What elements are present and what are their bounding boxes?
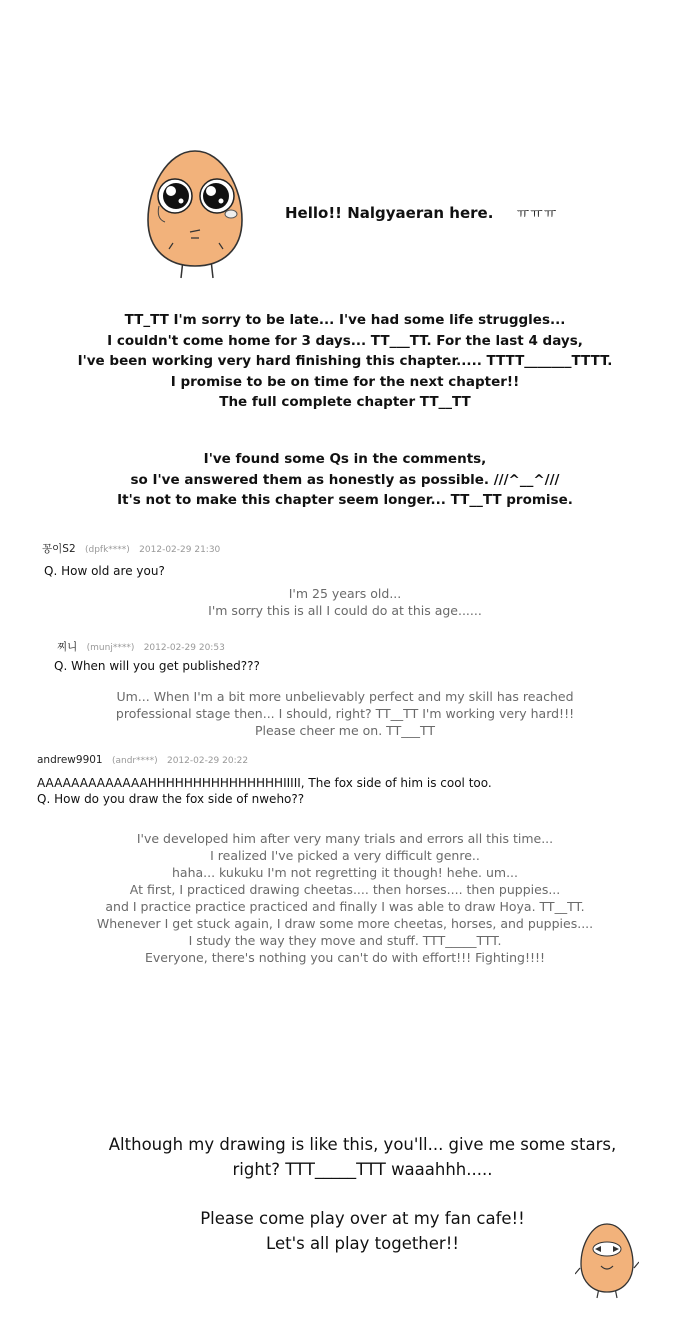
text-line: I couldn't come home for 3 days... TT___TT. For the last 4 days, — [107, 332, 583, 349]
comment-header — [42, 541, 220, 556]
comment-date: 2012-02-29 20:53 — [143, 643, 225, 653]
text-line: Please come play over at my fan cafe!! — [200, 1209, 525, 1228]
comment-date: 2012-02-29 20:22 — [166, 756, 249, 766]
answer-line: Please cheer me on. TT___TT — [254, 723, 436, 738]
answer-line: Everyone, there's nothing you can't do with effort!!! Fighting!!!! — [144, 950, 546, 965]
answer-line: Um... When I'm a bit more unbelievably perfect and my skill has reached — [116, 689, 574, 704]
question-line: Q. When will you get published??? — [54, 659, 260, 673]
stars-request — [0, 1132, 690, 1182]
question-line: AAAAAAAAAAAAAHHHHHHHHHHHHHHHIIIII, The fox side of him is cool too. — [37, 776, 492, 790]
comment-question — [54, 658, 260, 674]
comment-username: 찌니 — [57, 641, 78, 653]
answer-line: I've developed him after very many trials and errors all this time... — [136, 831, 554, 846]
egg-mascot-happy — [575, 1222, 639, 1300]
answer-block — [0, 688, 690, 739]
text-line: I've found some Qs in the comments, — [203, 451, 487, 467]
answer-line: haha... kukuku I'm not regretting it though! hehe. um... — [171, 865, 518, 880]
comment-question — [37, 775, 492, 807]
greeting-line — [285, 203, 557, 222]
qa-intro-paragraph — [0, 449, 690, 511]
egg-mascot-crying — [145, 148, 245, 280]
answer-line: and I practice practice practiced and finally I was able to draw Hoya. TT__TT. — [105, 899, 585, 914]
answer-block — [0, 585, 690, 619]
answer-line: Whenever I get stuck again, I draw some more cheetas, horses, and puppies.... — [96, 916, 594, 931]
answer-line: I realized I've picked a very difficult genre.. — [210, 848, 480, 863]
text-line: TT_TT I'm sorry to be late... I've had some life struggles... — [124, 312, 566, 328]
text-line: Let's all play together!! — [266, 1234, 459, 1253]
answer-line: I'm 25 years old... — [288, 586, 402, 601]
answer-line: I study the way they move and stuff. TTT_____TTT. — [188, 933, 502, 948]
text-line: so I've answered them as honestly as possible. ///^__^/// — [130, 471, 560, 488]
comment-user-id: (dpfk****) — [84, 545, 130, 555]
answer-line: I'm sorry this is all I could do at this age...... — [208, 603, 482, 618]
text-line: It's not to make this chapter seem longer... TT__TT promise. — [117, 492, 573, 508]
question-line: Q. How do you draw the fox side of nweho?? — [37, 792, 305, 806]
comment-user-id: (andr****) — [111, 756, 158, 766]
comment-header — [57, 639, 225, 654]
apology-paragraph — [0, 310, 690, 413]
comment-question — [44, 563, 165, 579]
comment-date: 2012-02-29 21:30 — [139, 545, 221, 555]
question-line: Q. How old are you? — [44, 564, 165, 578]
text-line: right? TTT_____TTT waaahhh..... — [232, 1160, 493, 1179]
text-line: Although my drawing is like this, you'll... give me some stars, — [108, 1135, 617, 1154]
text-line: I've been working very hard finishing this chapter..... TTTT_______TTTT. — [77, 353, 613, 369]
text-line: I promise to be on time for the next chapter!! — [170, 373, 520, 390]
comment-user-id: (munj****) — [86, 643, 135, 653]
comment-username: 꽁이S2 — [42, 543, 76, 555]
greeting-text: Hello!! Nalgyaeran here. — [285, 204, 494, 222]
comment-username: andrew9901 — [37, 754, 103, 766]
text-line: The full complete chapter TT__TT — [219, 394, 471, 410]
answer-line: professional stage then... I should, right? TT__TT I'm working very hard!!! — [115, 706, 575, 721]
crying-emoticon: ㅠㅠㅠ — [516, 207, 558, 222]
comment-header — [37, 754, 248, 766]
answer-line: At first, I practiced drawing cheetas.... then horses.... then puppies... — [129, 882, 561, 897]
answer-block — [0, 830, 690, 966]
